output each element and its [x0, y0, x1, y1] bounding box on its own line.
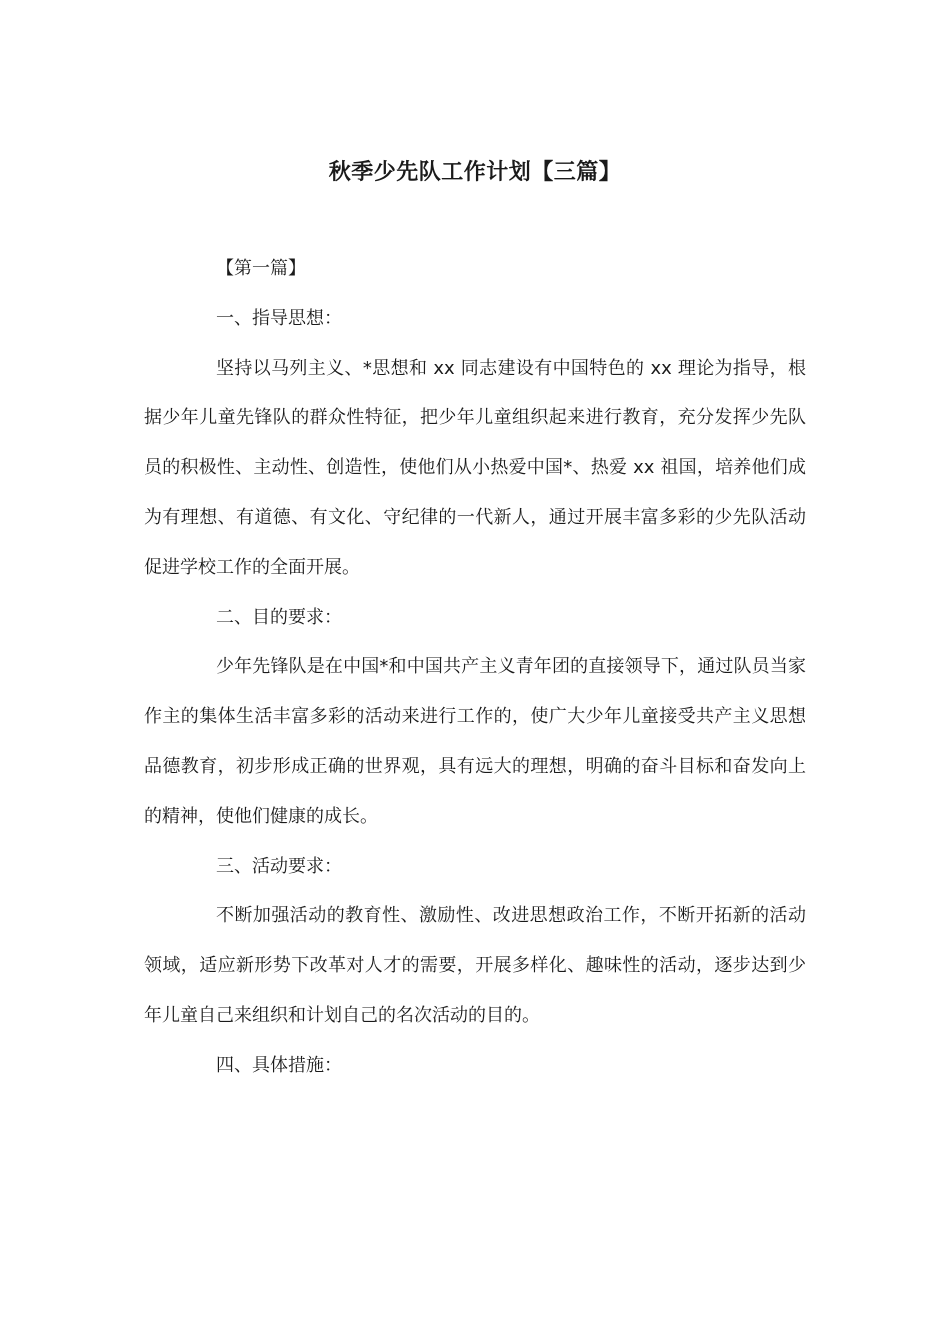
- heading-specific-measures: 四、具体措施：: [216, 1054, 342, 1076]
- heading-activity-requirements: 三、活动要求：: [216, 855, 342, 877]
- paragraph-activity-requirements: 不断加强活动的教育性、激励性、改进思想政治工作，不断开拓新的活动领域，适应新形势下改革对人才的需要，开展多样化、趣味性的活动，逐步达到少年儿童自己来组织和计划自己的名次活动的目的。: [144, 905, 806, 1026]
- paragraph-guiding-ideology: 坚持以马列主义、*思想和 xx 同志建设有中国特色的 xx 理论为指导，根据少年儿童先锋队的群众性特征，把少年儿童组织起来进行教育，充分发挥少先队员的积极性、主动性、创造性，使他们从小热爱中国*、热爱 xx 祖国，培养他们成为有理想、有道德、有文化、守纪律的一代新人，通过开展丰富多彩的少先队活动促进学校工作的全面开展。: [144, 357, 806, 578]
- document-title: 秋季少先队工作计划【三篇】: [328, 160, 622, 185]
- section-label: 【第一篇】: [216, 258, 306, 279]
- paragraph-objectives: 少年先锋队是在中国*和中国共产主义青年团的直接领导下，通过队员当家作主的集体生活丰富多彩的活动来进行工作的，使广大少年儿童接受共产主义思想品德教育，初步形成正确的世界观，具有远大的理想，明确的奋斗目标和奋发向上的精神，使他们健康的成长。: [144, 656, 806, 827]
- heading-objectives: 二、目的要求：: [216, 606, 342, 628]
- heading-guiding-ideology: 一、指导思想：: [216, 307, 342, 329]
- document-body: [144, 244, 806, 1091]
